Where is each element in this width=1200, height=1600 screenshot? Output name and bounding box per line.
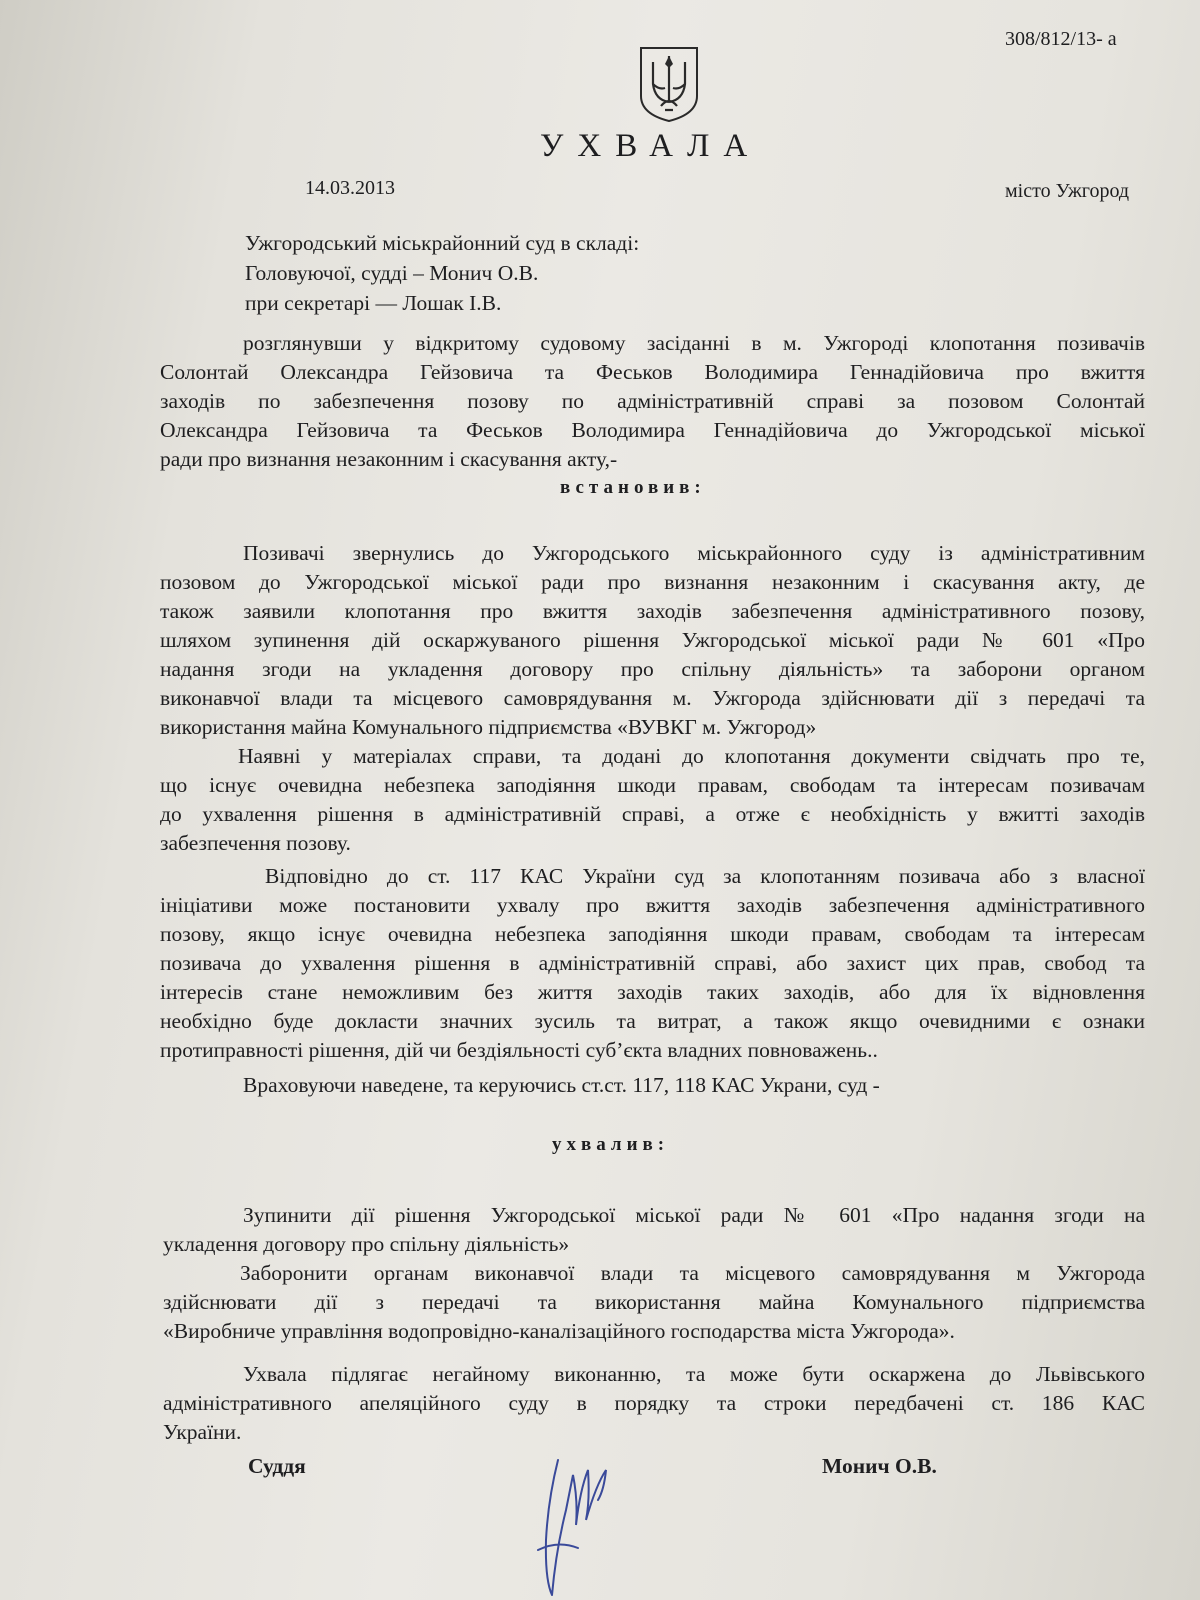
body-line: Відповідно до ст. 117 КАС України суд за клопотанням позивача або з власної [265,864,1145,888]
ruling-line: Заборонити органам виконавчої влади та місцевого самоврядування м Ужгорода [240,1261,1145,1285]
body-line: ініціативи може постановити ухвалу про вжиття заходів забезпечення адміністративного [160,893,1145,917]
body-line: шляхом зупинення дій оскаржуваного рішення Ужгородської міської ради № 601 «Про [160,628,1145,652]
handwritten-signature-icon [518,1430,628,1600]
case-number: 308/812/13- а [1005,28,1117,50]
ruled-heading: ухвалив: [552,1134,670,1155]
intro-line: розглянувши у відкритому судовому засіданні в м. Ужгороді клопотання позивачів [243,331,1145,355]
body-line: також заявили клопотання про вжиття заходів забезпечення адміністративного позову, [160,599,1145,623]
ruling-line: Ухвала підлягає негайному виконанню, та може бути оскаржена до Львівського [243,1362,1145,1386]
document-title: УХВАЛА [540,128,762,164]
court-line: при секретарі — Лошак І.В. [245,291,502,315]
body-line: надання згоди на укладення договору про спільну діяльність» та заборони органом [160,657,1145,681]
body-line: позову, якщо існує очевидна небезпека заподіяння шкоди правам, свободам та інтересам [160,922,1145,946]
intro-line: Солонтай Олександра Гейзовича та Феськов Володимира Геннадійовича про вжиття [160,360,1145,384]
body-line: що існує очевидна небезпека заподіяння шкоди правам, свободам та інтересам позивачам [160,773,1145,797]
document-date: 14.03.2013 [305,177,395,199]
ruling-line: здійснювати дії з передачі та використання майна Комунального підприємства [163,1290,1145,1314]
ruling-line: укладення договору про спільну діяльність» [163,1232,570,1256]
body-line: Враховуючи наведене, та керуючись ст.ст. 117, 118 КАС Украни, суд - [243,1073,880,1097]
body-line: позивача до ухвалення рішення в адміністративній справі, або захист цих прав, свобод та [160,951,1145,975]
ruling-line: «Виробниче управління водопровідно-каналізаційного господарства міста Ужгорода». [163,1319,955,1343]
document-city: місто Ужгород [1005,180,1130,202]
body-line: протиправності рішення, дій чи бездіяльності суб’єкта владних повноважень.. [160,1038,878,1062]
body-line: необхідно буде докласти значних зусиль та витрат, а також якщо очевидними є ознаки [160,1009,1145,1033]
body-line: до ухвалення рішення в адміністративній справі, а отже є необхідність у вжитті заходів [160,802,1145,826]
established-heading: встановив: [560,477,706,498]
intro-line: заходів по забезпечення позову по адміністративній справі за позовом Солонтай [160,389,1145,413]
intro-line: Олександра Гейзовича та Феськов Володимира Геннадійовича до Ужгородської міської [160,418,1145,442]
body-line: виконавчої влади та місцевого самоврядування м. Ужгорода здійснювати дії з передачі та [160,686,1145,710]
coat-of-arms-icon [637,44,701,124]
ruling-line: України. [163,1420,242,1444]
ruling-line: адміністративного апеляційного суду в порядку та строки передбачені ст. 186 КАС [163,1391,1145,1415]
signature-title: Суддя [248,1454,306,1478]
ruling-line: Зупинити дії рішення Ужгородської міської ради № 601 «Про надання згоди на [243,1203,1145,1227]
signature-name: Монич О.В. [822,1454,937,1478]
body-line: позовом до Ужгородської міської ради про визнання незаконним і скасування акту, де [160,570,1145,594]
body-line: використання майна Комунального підприємства «ВУВКГ м. Ужгород» [160,715,817,739]
court-line: Головуючої, судді – Монич О.В. [245,261,539,285]
body-line: Позивачі звернулись до Ужгородського міськрайонного суду із адміністративним [243,541,1145,565]
body-line: забезпечення позову. [160,831,351,855]
body-line: Наявні у матеріалах справи, та додані до клопотання документи свідчать про те, [238,744,1145,768]
intro-line: ради про визнання незаконним і скасування акту,- [160,447,618,471]
body-line: інтересів стане неможливим без життя заходів таких заходів, або для їх відновлення [160,980,1145,1004]
court-line: Ужгородський міськрайонний суд в складі: [245,231,640,255]
